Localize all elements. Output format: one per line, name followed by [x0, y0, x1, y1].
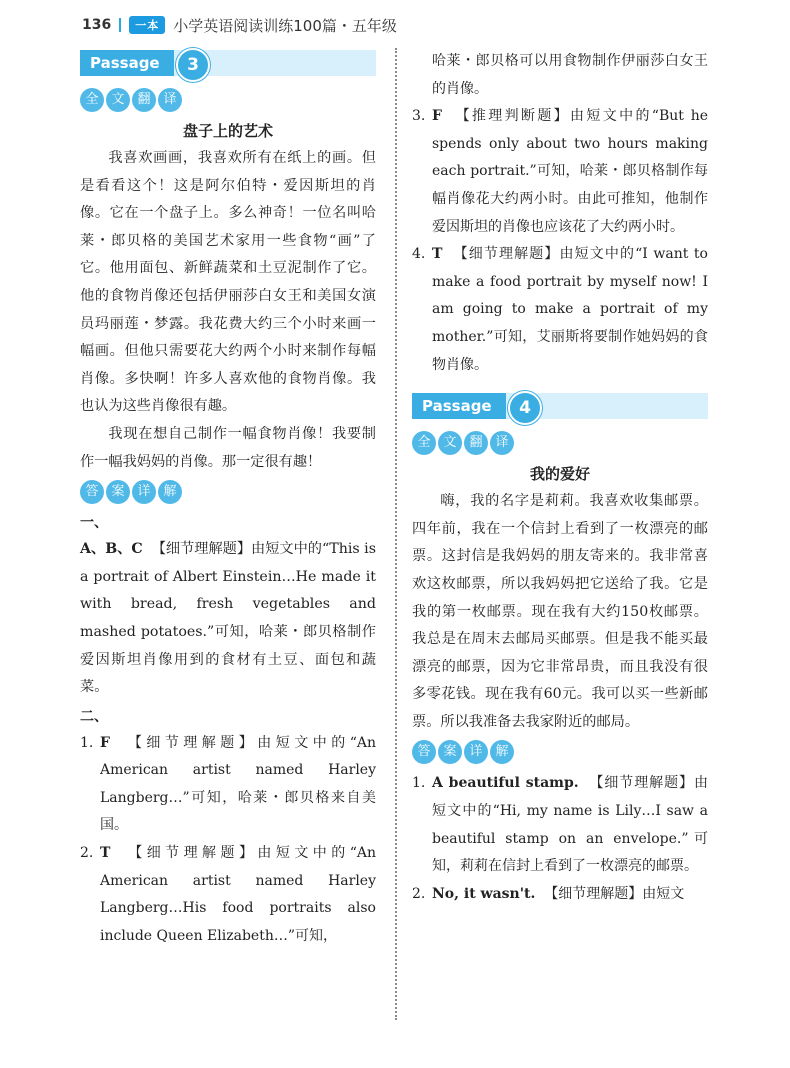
left-column	[80, 48, 376, 950]
answer-text: 【细节理解题】由短文中的“Hi, my name is Lily…I saw a beautiful stamp on an envelope.”可知，莉莉在信封上看到了一枚漂亮的邮票。	[432, 775, 708, 875]
item-number: 1.	[412, 775, 426, 792]
column-divider	[395, 48, 397, 1020]
item-body	[432, 881, 708, 909]
tag-char: 详	[132, 480, 156, 504]
translation-paragraph: 我现在想自己制作一幅食物肖像！我要制作一幅我妈妈的肖像。那一定很有趣！	[80, 425, 376, 470]
item-number: 3.	[412, 108, 426, 125]
answer-key: T	[100, 845, 111, 862]
tag-char: 解	[490, 740, 514, 764]
passage-4-header	[412, 391, 708, 419]
tag-char: 译	[158, 88, 182, 112]
passage-title: 我的爱好	[529, 465, 590, 484]
answer-tag	[80, 480, 376, 504]
passage-title: 盘子上的艺术	[182, 122, 273, 140]
answer-key: A、B、C	[80, 541, 143, 558]
tag-char: 案	[106, 480, 130, 504]
item-body	[100, 730, 376, 840]
answer-item	[412, 241, 708, 379]
answer-item	[412, 103, 708, 241]
tag-char: 全	[80, 88, 104, 112]
passage-label: Passage	[80, 50, 174, 76]
answer-key: T	[432, 246, 443, 263]
page-header	[82, 14, 397, 36]
tag-char: 全	[412, 431, 436, 455]
answer-item-continued	[412, 48, 708, 103]
tag-char: 答	[412, 740, 436, 764]
answer-tag	[412, 740, 708, 764]
translation-tag	[80, 88, 376, 112]
header-separator	[119, 18, 121, 32]
item-number: 4.	[412, 246, 426, 263]
brand-logo: 一本	[129, 16, 165, 34]
answer-text: 【细节理解题】由短文	[544, 885, 685, 902]
answer-key: No, it wasn't.	[432, 885, 536, 902]
answer-item	[80, 840, 376, 950]
answer-text: 哈莱・郎贝格可以用食物制作伊丽莎白女王的肖像。	[432, 53, 708, 97]
tag-char: 翻	[132, 88, 156, 112]
answer-text: 【细节理解题】由短文中的“An American artist named Harley Langberg…His food portraits also include Queen Elizabeth…”可知，	[100, 845, 376, 944]
tag-char: 解	[158, 480, 182, 504]
tag-char: 翻	[464, 431, 488, 455]
answer-text: 【细节理解题】由短文中的“This is a portrait of Albert Einstein…He made it with bread, fresh vegetables and mashed potatoes.”可知，哈莱・郎贝格制作爱因斯坦肖像用到的食材有土豆、面包和蔬菜。	[80, 541, 376, 696]
tag-char: 案	[438, 740, 462, 764]
item-body	[100, 840, 376, 950]
tag-char: 答	[80, 480, 104, 504]
page-number: 136	[82, 17, 112, 33]
answer-text: 【推理判断题】由短文中的“But he spends only about two hours making each portrait.”可知，哈莱・郎贝格制作每幅肖像花大约两小时。由此可推知，他制作爱因斯坦的肖像也应该花了大约两小时。	[432, 108, 708, 235]
item-number: 2.	[412, 885, 426, 902]
tag-char: 译	[490, 431, 514, 455]
right-column	[412, 48, 708, 908]
answer-key: F	[100, 734, 110, 751]
passage-number: 3	[176, 48, 210, 82]
passage-number: 4	[508, 391, 542, 425]
answer-text: 【细节理解题】由短文中的“An American artist named Harley Langberg…”可知，哈莱・郎贝格来自美国。	[100, 734, 376, 834]
item-number: 2.	[80, 845, 94, 862]
section-heading: 一、	[80, 515, 108, 532]
answer-key: F	[432, 108, 442, 125]
tag-char: 文	[106, 88, 130, 112]
answer-key: A beautiful stamp.	[432, 775, 579, 792]
answer-item	[80, 730, 376, 840]
answer-text: 【细节理解题】由短文中的“I want to make a food portrait by myself now! I am going to make a portrait of my mother.”可知，艾丽斯将要制作她妈妈的食物肖像。	[432, 246, 708, 373]
tag-char: 文	[438, 431, 462, 455]
item-body	[432, 770, 708, 880]
translation-paragraph: 我喜欢画画，我喜欢所有在纸上的画。但是看看这个！这是阿尔伯特・爱因斯坦的肖像。它在一个盘子上。多么神奇！一位名叫哈莱・郎贝格的美国艺术家用一些食物“画”了它。他用面包、新鲜蔬菜和土豆泥制作了它。他的食物肖像还包括伊丽莎白女王和美国女演员玛丽莲・梦露。我花费大约三个小时来画一幅画。但他只需要花大约两个小时来制作每幅肖像。多快啊！许多人喜欢他的食物肖像。我也认为这些肖像很有趣。	[80, 150, 376, 415]
answer-item	[412, 881, 708, 909]
item-body	[432, 241, 708, 379]
translation-paragraph: 嗨，我的名字是莉莉。我喜欢收集邮票。四年前，我在一个信封上看到了一枚漂亮的邮票。这封信是我妈妈的朋友寄来的。我非常喜欢这枚邮票，所以我妈妈把它送给了我。它是我的第一枚邮票。现在我有大约150枚邮票。我总是在周末去邮局买邮票。但是我不能买最漂亮的邮票，因为它非常昂贵，而且我没有很多零花钱。现在我有60元。我可以买一些新邮票。所以我准备去我家附近的邮局。	[412, 493, 708, 730]
item-body	[432, 103, 708, 241]
book-title: 小学英语阅读训练100篇・五年级	[173, 16, 397, 35]
tag-char: 详	[464, 740, 488, 764]
answer-explanation	[80, 536, 376, 702]
section-heading: 二、	[80, 708, 108, 725]
passage-3-header	[80, 48, 376, 76]
item-number: 1.	[80, 734, 94, 751]
passage-label: Passage	[412, 393, 506, 419]
answer-item	[412, 770, 708, 880]
translation-tag	[412, 431, 708, 455]
